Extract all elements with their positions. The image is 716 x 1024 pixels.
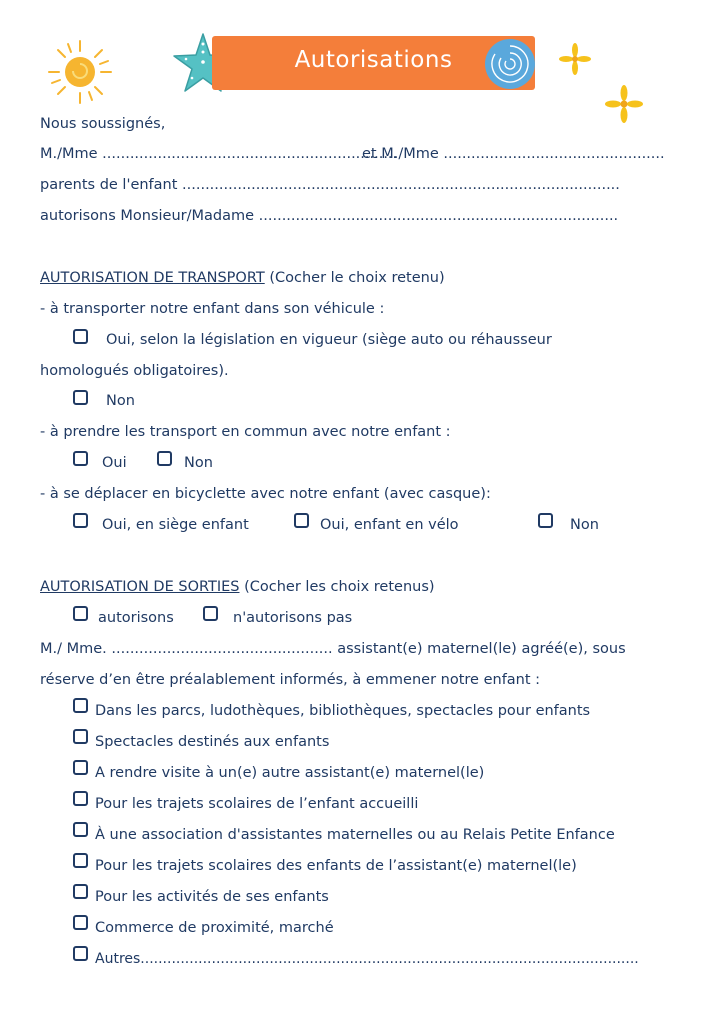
transport-question-car: - à transporter notre enfant dans son véhicule : — [40, 301, 385, 317]
outing-association-checkbox[interactable] — [73, 822, 88, 837]
car-no-checkbox[interactable] — [73, 390, 88, 405]
car-yes-checkbox[interactable] — [73, 329, 88, 344]
bike-no-checkbox[interactable] — [538, 513, 553, 528]
bike-seat-checkbox[interactable] — [73, 513, 88, 528]
sorties-caregiver-line-2: réserve d’en être préalablement informés, à emmener notre enfant : — [40, 672, 541, 688]
flower-icon — [558, 42, 592, 76]
outing-other-field[interactable]: Autres................................................................................................................ — [95, 951, 639, 967]
seashell-icon — [482, 36, 538, 92]
outing-parks-label: Dans les parcs, ludothèques, bibliothèques, spectacles pour enfants — [95, 703, 591, 719]
outing-activities-checkbox[interactable] — [73, 884, 88, 899]
sorties-refuse-label: n'autorisons pas — [233, 610, 353, 626]
bike-child-label: Oui, enfant en vélo — [320, 517, 459, 533]
transport-section-heading — [40, 268, 445, 288]
outing-school-own-checkbox[interactable] — [73, 853, 88, 868]
sorties-subtitle: (Cocher les choix retenus) — [244, 579, 435, 595]
child-name-field[interactable]: parents de l'enfant ............................................................................................... — [40, 177, 620, 193]
bike-child-checkbox[interactable] — [294, 513, 309, 528]
parent2-name-field[interactable]: et M./Mme ................................................ — [362, 146, 665, 162]
outing-shops-label: Commerce de proximité, marché — [95, 920, 334, 936]
transport-title: AUTORISATION DE TRANSPORT — [40, 270, 265, 286]
car-yes-label-continued: homologués obligatoires). — [40, 363, 229, 379]
outing-visit-label: A rendre visite à un(e) autre assistant(e) maternel(le) — [95, 765, 485, 781]
outing-association-label: À une association d'assistantes maternelles ou au Relais Petite Enfance — [95, 827, 615, 843]
outing-activities-label: Pour les activités de ses enfants — [95, 889, 329, 905]
transport-question-public: - à prendre les transport en commun avec notre enfant : — [40, 424, 451, 440]
public-no-checkbox[interactable] — [157, 451, 172, 466]
caregiver-name-field[interactable]: autorisons Monsieur/Madame .............................................................................. — [40, 208, 619, 224]
car-yes-label: Oui, selon la législation en vigueur (siège auto ou réhausseur — [106, 332, 552, 348]
parent1-name-field[interactable]: M./Mme ................................................................ — [40, 146, 398, 162]
sorties-refuse-checkbox[interactable] — [203, 606, 218, 621]
transport-question-bicycle: - à se déplacer en bicyclette avec notre enfant (avec casque): — [40, 486, 491, 502]
bike-no-label: Non — [570, 517, 599, 533]
outing-other-checkbox[interactable] — [73, 946, 88, 961]
car-no-label: Non — [106, 393, 135, 409]
public-yes-label: Oui — [102, 455, 127, 471]
outing-school-child-checkbox[interactable] — [73, 791, 88, 806]
sun-icon — [46, 38, 114, 106]
bike-seat-label: Oui, en siège enfant — [102, 517, 249, 533]
public-no-label: Non — [184, 455, 213, 471]
sorties-title: AUTORISATION DE SORTIES — [40, 579, 240, 595]
outing-shops-checkbox[interactable] — [73, 915, 88, 930]
page-title: Autorisations — [294, 47, 453, 73]
outing-shows-label: Spectacles destinés aux enfants — [95, 734, 330, 750]
sorties-caregiver-line: M./ Mme. ................................................ assistant(e) maternel(le) agréé(e), sous — [40, 641, 626, 657]
outing-school-own-label: Pour les trajets scolaires des enfants de l’assistant(e) maternel(le) — [95, 858, 577, 874]
flower-icon — [604, 84, 644, 124]
outing-shows-checkbox[interactable] — [73, 729, 88, 744]
intro-line: Nous soussignés, — [40, 116, 166, 132]
outing-school-child-label: Pour les trajets scolaires de l’enfant accueilli — [95, 796, 419, 812]
outing-parks-checkbox[interactable] — [73, 698, 88, 713]
sorties-authorize-checkbox[interactable] — [73, 606, 88, 621]
outing-visit-checkbox[interactable] — [73, 760, 88, 775]
sorties-authorize-label: autorisons — [98, 610, 174, 626]
transport-subtitle: (Cocher le choix retenu) — [269, 270, 445, 286]
sorties-section-heading — [40, 577, 435, 597]
public-yes-checkbox[interactable] — [73, 451, 88, 466]
